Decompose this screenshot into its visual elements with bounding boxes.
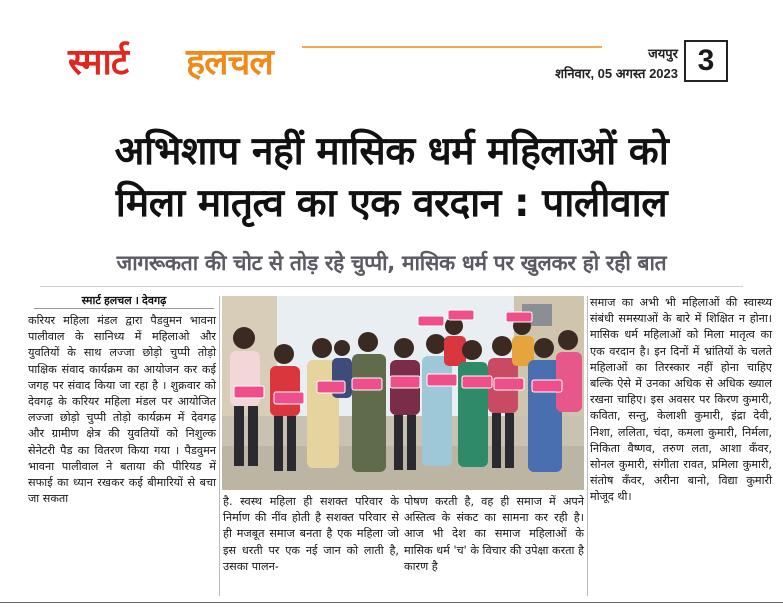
edition-city: जयपुर [648,46,678,61]
article-column-1: करियर महिला मंडल द्वारा पैडवुमन भावना पालीवाल के सानिध्य में महिलाओ और युवतियों के साथ लज्जा छोड़ो चुप्पी तोड़ो पाक्षिक संवाद कार्यक्रम का आयोजन कर कई जगह पर संवाद किया जा रहा है । शुक्रवार को देवगढ़ के करियर महिला मंडल पर आयोजित लज्जा छोड़ो चुप्पी तोड़ो कार्यक्रम में देवगढ़ और ग्रामीण क्षेत्र की युवतियों को निशुल्क सेनेटरी पैड का वितरण किया गया । पैडवुमन भावना पालीवाल ने बताया की पीरियड में सफाई का ध्यान रखकर कई बीमारियों से बचा जा सकता [28,314,216,506]
page-bottom-rule [0,602,783,603]
page-number: 3 [684,40,728,82]
headline-line-1: अभिशाप नहीं मासिक धर्म महिलाओं को [114,129,669,174]
article-photo [222,296,584,490]
column-rule-2 [587,296,588,596]
brand-name-part2: हलचल [186,41,273,83]
byline-rule [34,308,214,309]
subheadline-rule [40,286,743,287]
headline [20,126,763,230]
byline: स्मार्ट हलचल । देवगढ़ [81,295,167,307]
subheadline: जागरूकता की चोट से तोड़ रहे चुप्पी, मासिक धर्म पर खुलकर हो रही बात [116,251,667,275]
headline-line-2: मिला मातृत्व का एक वरदान : पालीवाल [115,181,668,226]
column-rule-1 [219,296,220,596]
dateline [555,44,678,82]
issue-date: शनिवार, 05 अगस्त 2023 [555,66,678,81]
article-column-4: समाज का अभी भी महिलाओं की स्वास्थ्य संबंधी समस्याओं के बारे में शिक्षित न होना। मासिक धर्म महिलाओं को मिला मातृत्व का एक वरदान है। इन दिनों में भ्रांतियों के चलते महिलाओं का तिरस्कार नहीं होना चाहिए बल्कि ऐसे में उनका अधिक से अधिक ख्याल रखना चाहिए। इस अवसर पर किरण कुमारी, कविता, सन्तु, केलाशी कुमारी, इंद्रा देवी, निशा, ललिता, चंदा, कमला कुमारी, निर्मला, निकिता वैष्णव, तरुण लता, आशा कँवर, सोनल कुमारी, संगीता रावत, प्रमिला कुमारी, संतोष कँवर, अरीना बानो, विद्या कुमारी मोजूद थी। [590,296,772,504]
brand-name-part1: स्मार्ट [68,41,129,83]
masthead [68,36,728,88]
article-column-3: पोषण करती है, वह ही समाज में अपने अस्तित्व के संकट का सामना कर रही है। आज भी देश का समाज महिलाओं के मासिक धर्म 'च' के विचार की उपेक्षा करता है कारण है [404,495,584,573]
article-column-2: है. स्वस्थ महिला ही सशक्त परिवार के निर्माण की नींव होती है सशक्त परिवार से ही मजबूत समाज बनता है एक महिला जो इस धरती पर एक नई जान को लाती है, उसका पालन- [223,495,399,573]
